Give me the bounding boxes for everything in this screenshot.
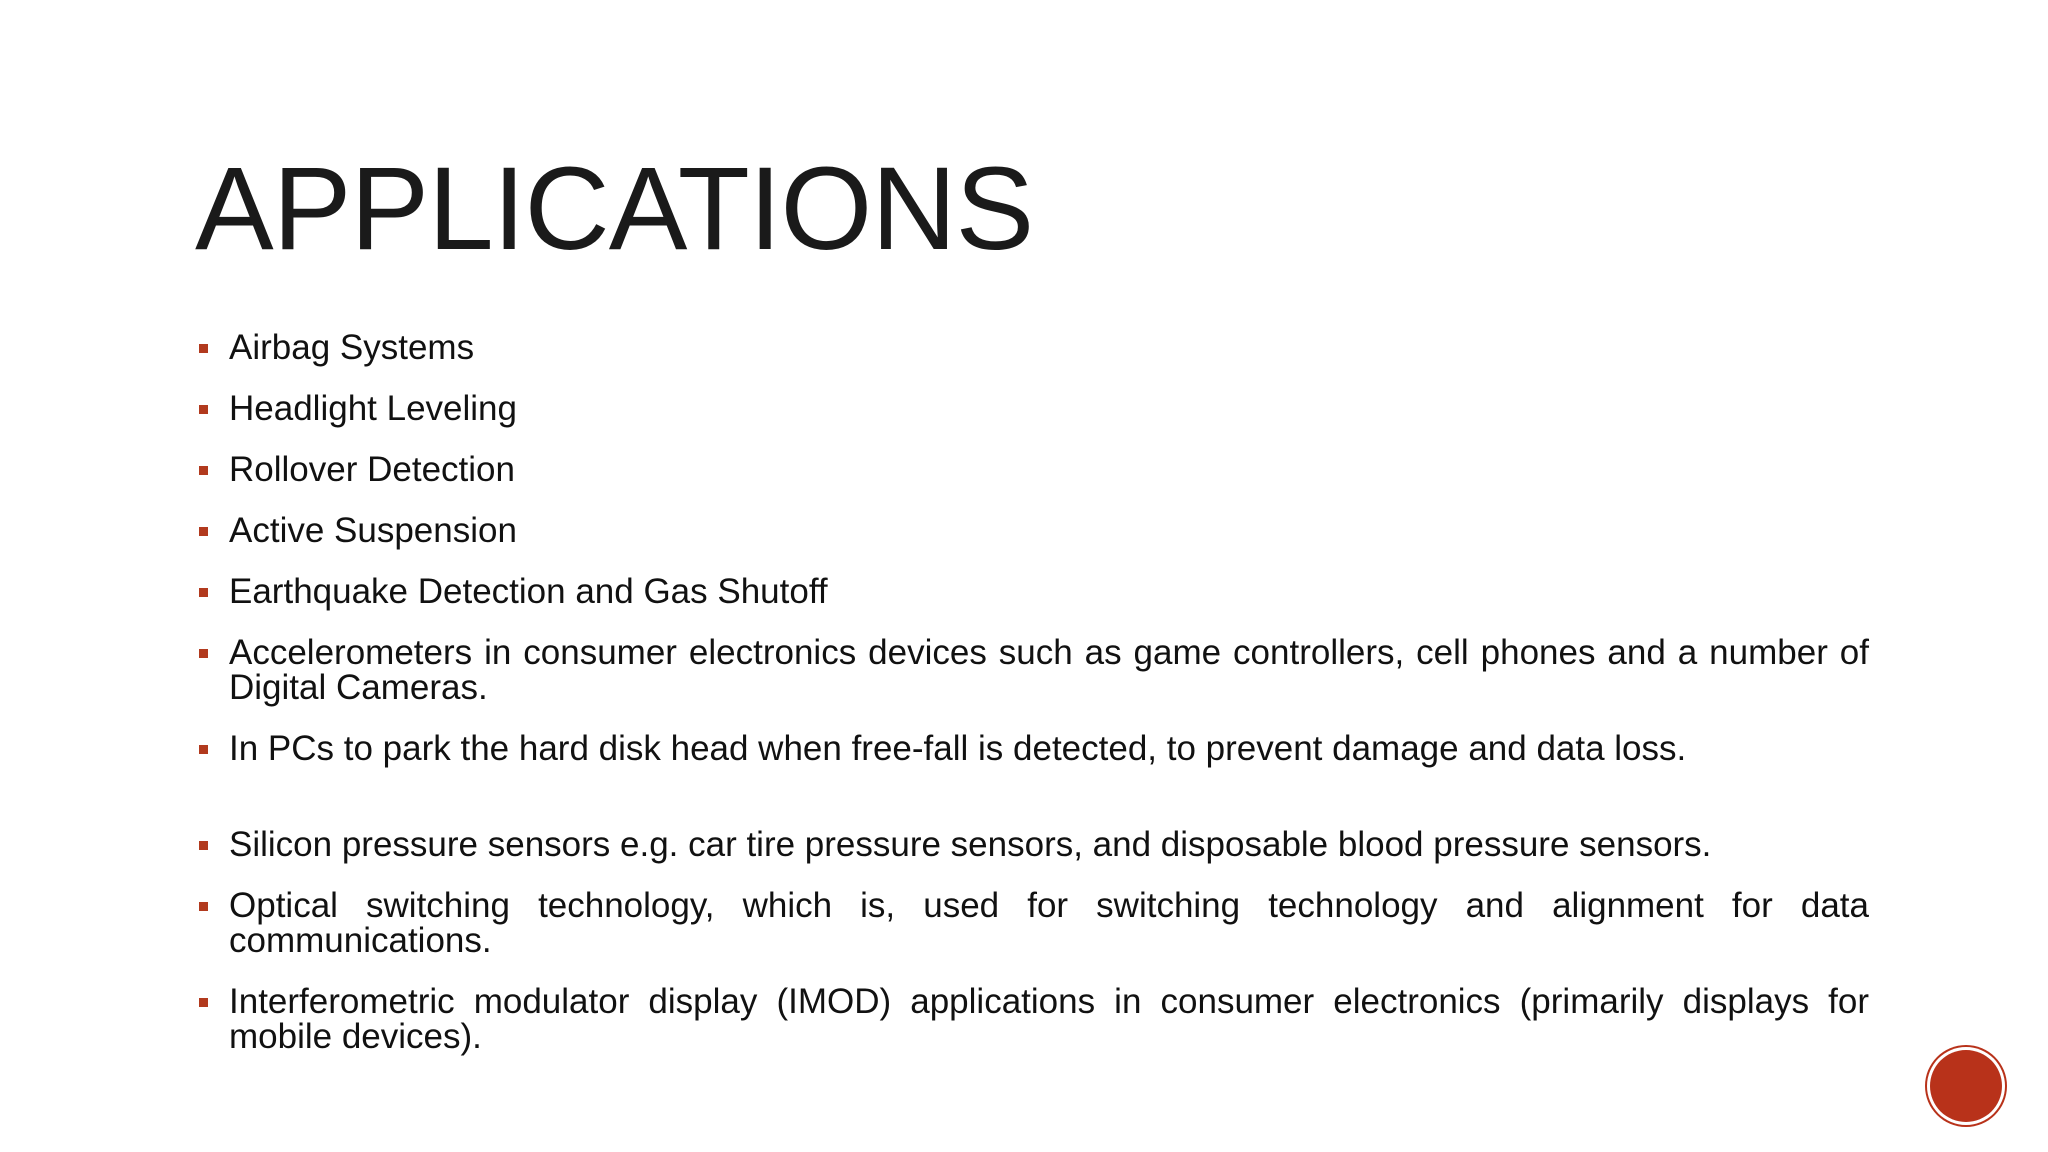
slide-number-badge xyxy=(1930,1050,2002,1122)
square-bullet-icon xyxy=(199,841,208,850)
square-bullet-icon xyxy=(199,902,208,911)
bullet-item xyxy=(197,888,1869,958)
square-bullet-icon xyxy=(199,745,208,754)
bullet-item xyxy=(197,574,1869,609)
square-bullet-icon xyxy=(199,649,208,658)
bullet-item xyxy=(197,827,1869,862)
square-bullet-icon xyxy=(199,344,208,353)
bullet-text: Airbag Systems xyxy=(229,328,475,367)
square-bullet-icon xyxy=(199,998,208,1007)
bullet-text: Headlight Leveling xyxy=(229,389,517,428)
bullet-item xyxy=(197,982,1918,1056)
bullet-item xyxy=(197,330,1869,365)
bullet-text: In PCs to park the hard disk head when free-fall is detected, to prevent damage and data loss. xyxy=(229,729,1687,768)
bullet-text: Accelerometers in consumer electronics devices such as game controllers, cell phones and a number of Digital Cameras. xyxy=(229,633,1869,707)
square-bullet-icon xyxy=(199,405,208,414)
bullet-text: Interferometric modulator display (IMOD) applications in consumer electronics (primarily displays for mobile devices). xyxy=(229,982,1918,1056)
bullet-item xyxy=(197,391,1869,426)
bullet-item xyxy=(197,635,1869,705)
bullet-item xyxy=(197,452,1869,487)
bullet-item xyxy=(197,731,1869,766)
bullet-item xyxy=(197,513,1869,548)
bullet-list xyxy=(197,328,1918,1056)
bullet-text: Earthquake Detection and Gas Shutoff xyxy=(229,572,828,611)
square-bullet-icon xyxy=(199,527,208,536)
square-bullet-icon xyxy=(199,588,208,597)
bullet-text: Silicon pressure sensors e.g. car tire pressure sensors, and disposable blood pressure sensors. xyxy=(229,825,1712,864)
square-bullet-icon xyxy=(199,466,208,475)
slide-title: APPLICATIONS xyxy=(195,143,1034,275)
bullet-text: Rollover Detection xyxy=(229,450,515,489)
bullet-text: Optical switching technology, which is, used for switching technology and alignment for data communications. xyxy=(229,886,1869,960)
bullet-text: Active Suspension xyxy=(229,511,517,550)
